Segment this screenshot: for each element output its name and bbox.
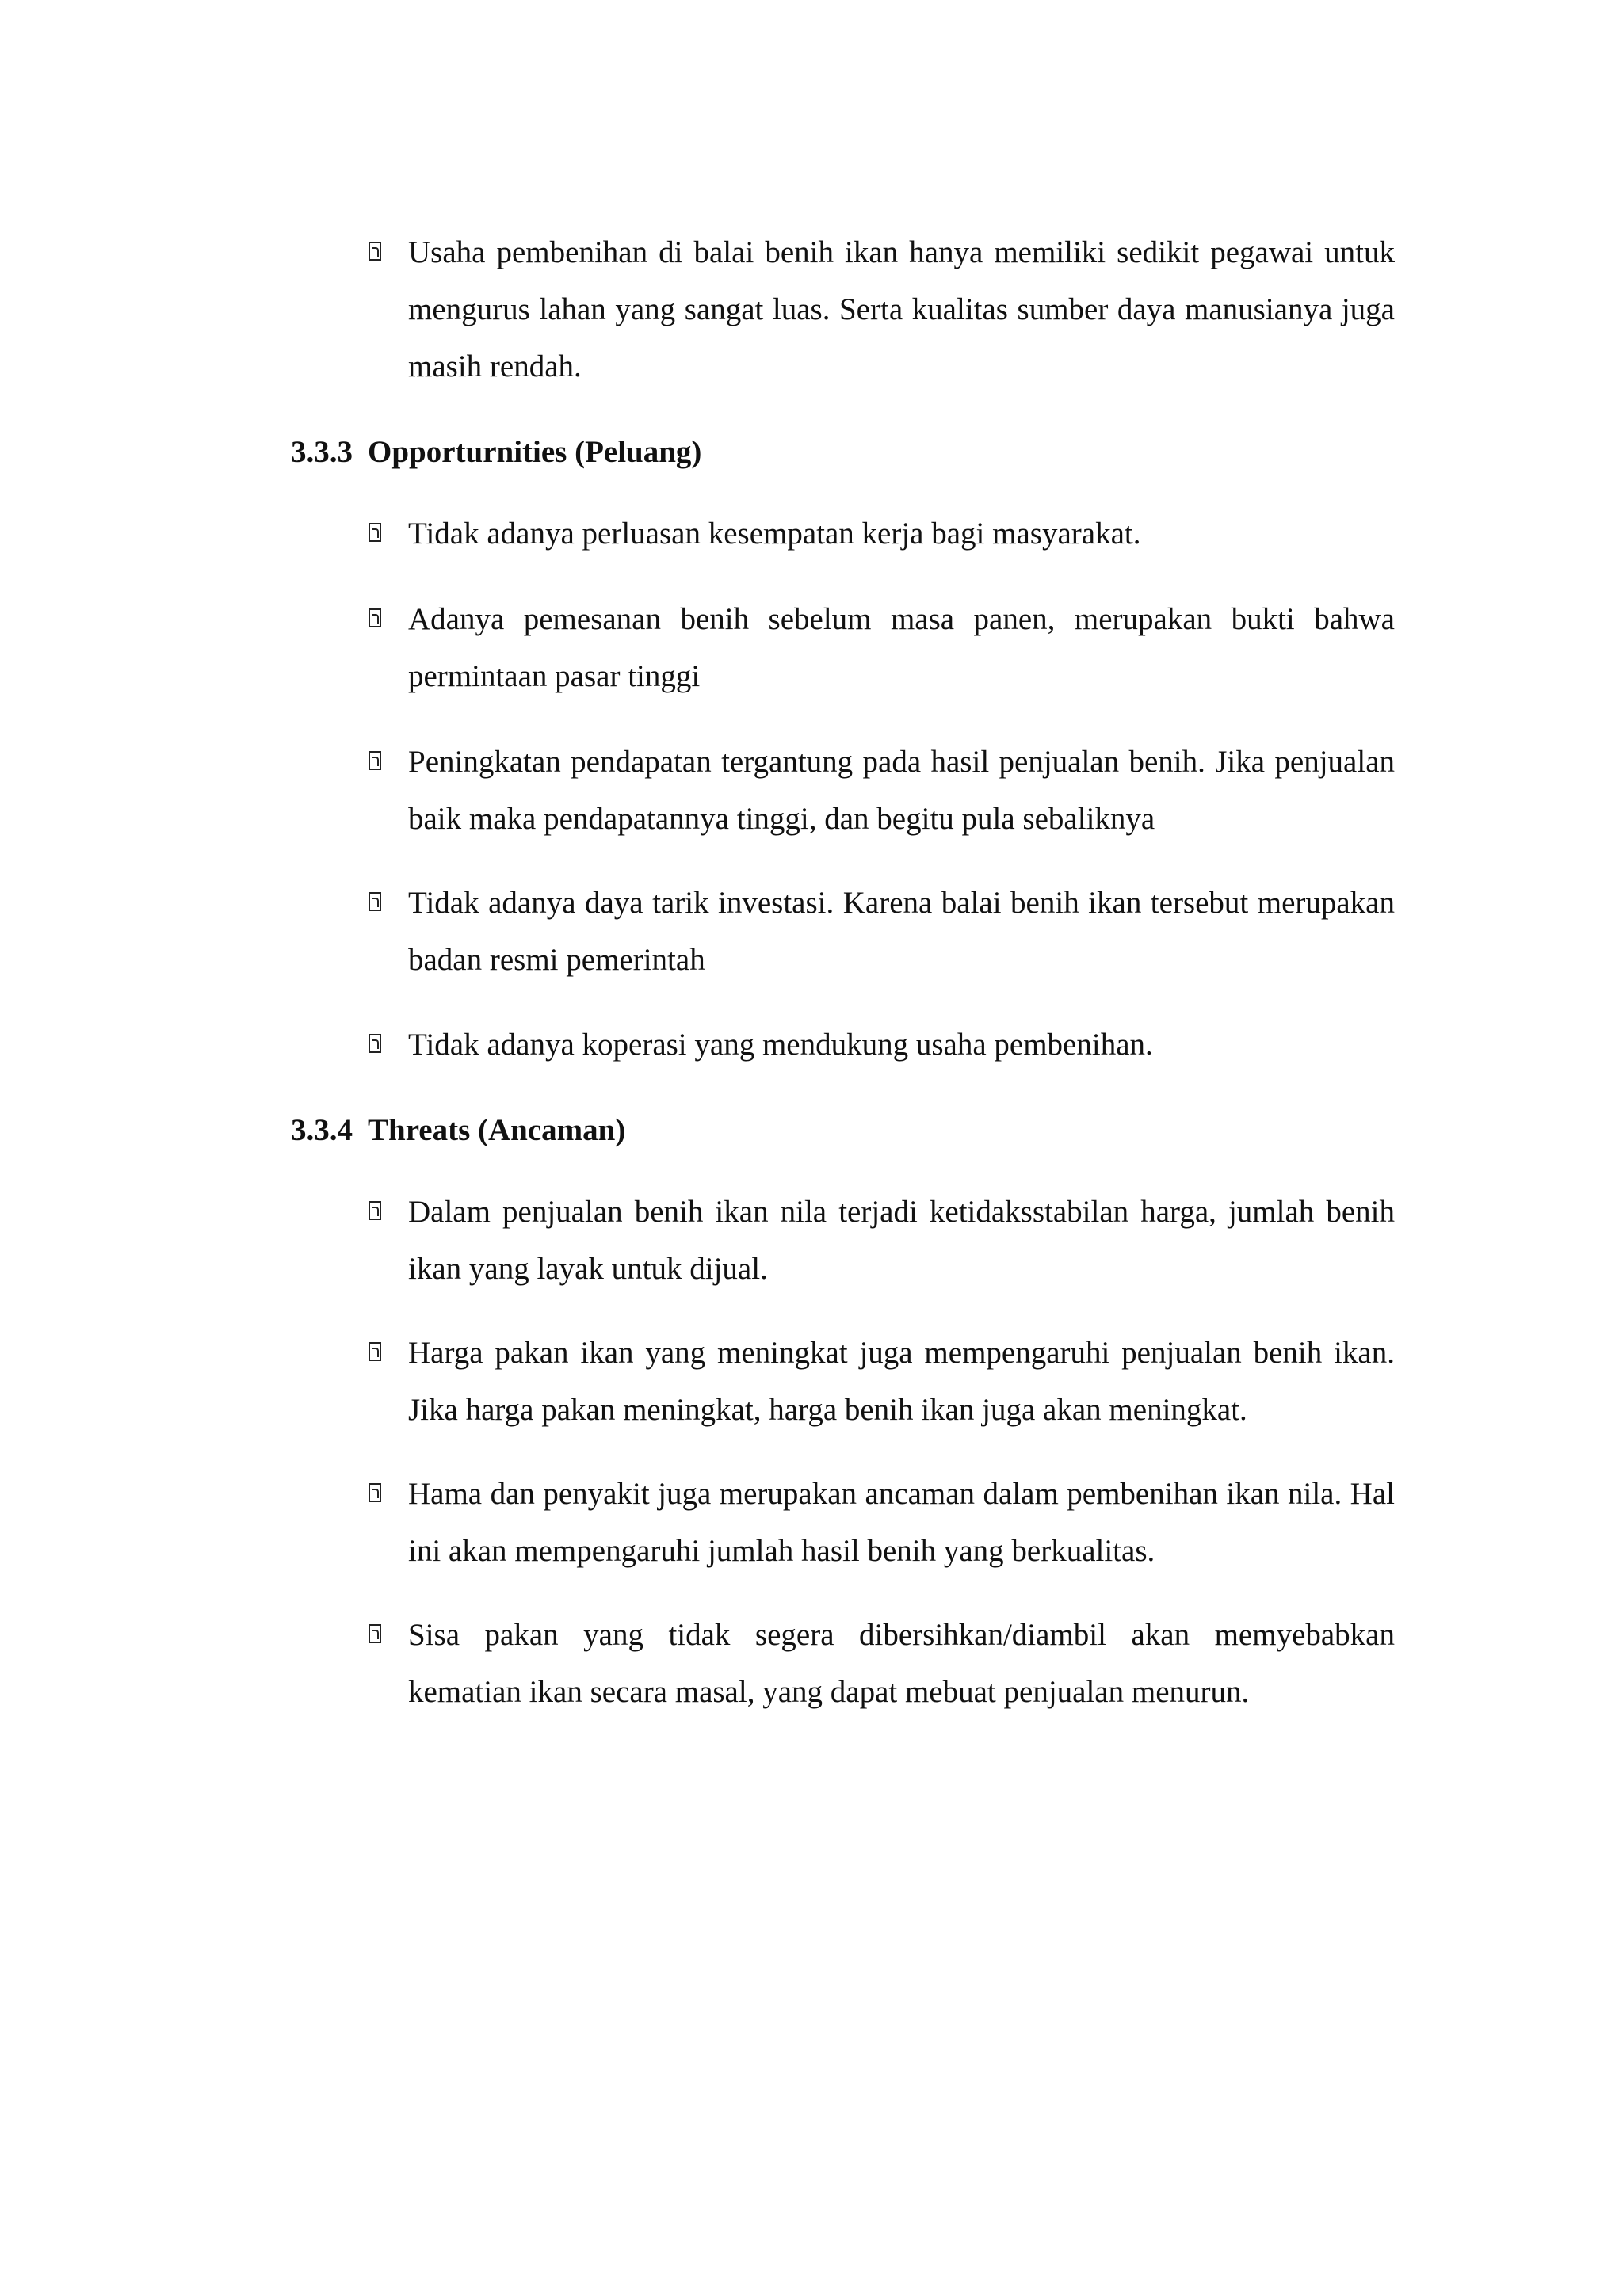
bullet-icon xyxy=(369,1483,381,1502)
list-item xyxy=(369,505,1395,563)
bullet-icon xyxy=(369,523,381,542)
list-item xyxy=(369,1607,1395,1721)
section-number: 3.3.4 xyxy=(291,1113,353,1147)
list-item-text: Tidak adanya koperasi yang mendukung usaha pembenihan. xyxy=(408,1028,1153,1062)
bullet-icon xyxy=(369,751,381,770)
list-item-text: Tidak adanya perluasan kesempatan kerja bagi masyarakat. xyxy=(408,517,1141,551)
list-item xyxy=(369,875,1395,989)
section-number: 3.3.3 xyxy=(291,435,353,469)
list-item-text: Hama dan penyakit juga merupakan ancaman dalam pembenihan ikan nila. Hal ini akan mempengaruhi jumlah hasil benih yang berkualitas. xyxy=(408,1477,1395,1568)
section-title: Threats (Ancaman) xyxy=(368,1113,626,1147)
list-item xyxy=(369,224,1395,395)
bullet-icon xyxy=(369,1342,381,1361)
section-heading-opportunities xyxy=(291,424,701,481)
list-item xyxy=(369,1466,1395,1580)
section-heading-threats xyxy=(291,1102,625,1159)
list-item xyxy=(369,734,1395,848)
list-item-text: Peningkatan pendapatan tergantung pada hasil penjualan benih. Jika penjualan baik maka pendapatannya tinggi, dan begitu pula sebaliknya xyxy=(408,745,1395,836)
list-item xyxy=(369,1184,1395,1298)
list-item xyxy=(369,1016,1395,1074)
bullet-icon xyxy=(369,608,381,627)
section-title: Opporturnities (Peluang) xyxy=(368,435,702,469)
list-item-text: Adanya pemesanan benih sebelum masa panen, merupakan bukti bahwa permintaan pasar tinggi xyxy=(408,602,1395,693)
bullet-icon xyxy=(369,1034,381,1053)
bullet-icon xyxy=(369,1624,381,1643)
list-item xyxy=(369,1325,1395,1439)
list-item-text: Harga pakan ikan yang meningkat juga mempengaruhi penjualan benih ikan. Jika harga pakan meningkat, harga benih ikan juga akan meningkat. xyxy=(408,1336,1395,1427)
list-item-text: Dalam penjualan benih ikan nila terjadi ketidaksstabilan harga, jumlah benih ikan yang layak untuk dijual. xyxy=(408,1195,1395,1286)
list-item-text: Sisa pakan yang tidak segera dibersihkan/diambil akan memyebabkan kematian ikan secara masal, yang dapat mebuat penjualan menurun. xyxy=(408,1618,1395,1709)
list-item-text: Tidak adanya daya tarik investasi. Karena balai benih ikan tersebut merupakan badan resmi pemerintah xyxy=(408,886,1395,977)
bullet-icon xyxy=(369,242,381,261)
bullet-icon xyxy=(369,1201,381,1220)
bullet-icon xyxy=(369,892,381,911)
list-item xyxy=(369,591,1395,705)
list-item-text: Usaha pembenihan di balai benih ikan hanya memiliki sedikit pegawai untuk mengurus lahan yang sangat luas. Serta kualitas sumber daya manusianya juga masih rendah. xyxy=(408,235,1395,383)
